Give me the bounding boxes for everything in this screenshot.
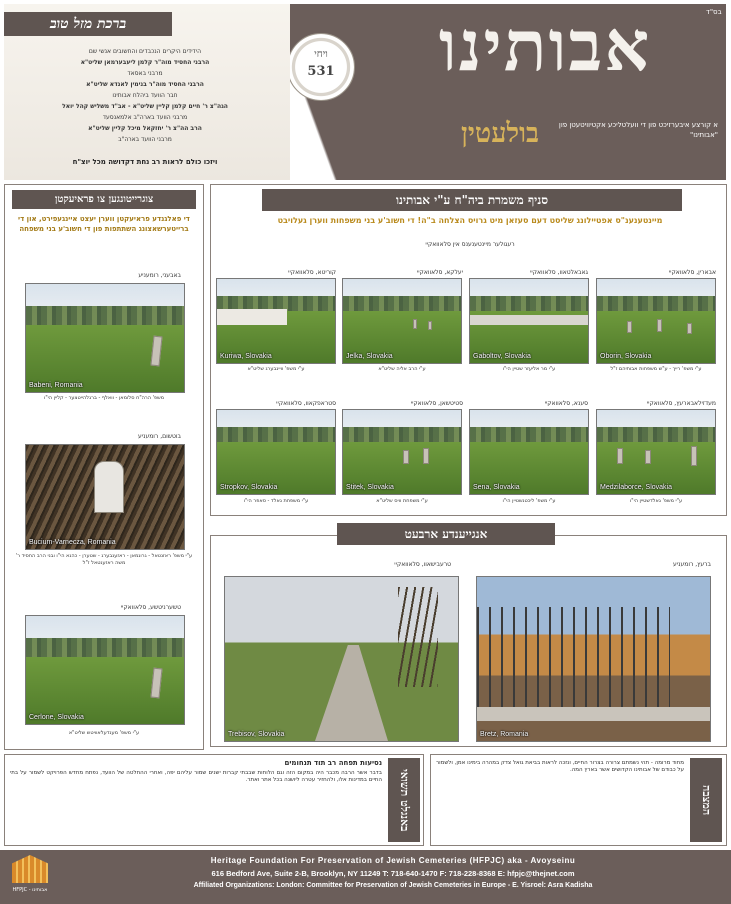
greeting-lines (20, 46, 270, 145)
photo-caption: Gaboltov, Slovakia (473, 353, 531, 360)
photo-caption: Sena, Slovakia (473, 484, 520, 491)
sidebar-title (12, 190, 196, 209)
photo-place: סענא, סלאוואקיי (544, 400, 588, 407)
photo-note: ע"י משפ' רייך - ע"ש משפחות אבותיהם ז"ל (610, 366, 702, 372)
branch-subtitle: מיינטענענ"ס אפטיילונג שליסט דעם סעזאן מיט גרויס הצלחה ב"ה! די חשוב'ע בני משפחות ווערן געלויבט (277, 216, 663, 225)
photo-caption: Stropkov, Slovakia (220, 484, 278, 491)
sidebar-note: משפ' הרה"ח סלומאן - וואלף - ברגלהייטצער - קליין הי"ו (43, 395, 165, 401)
footer-logo-text: HFPJC - אבותינו (12, 887, 48, 893)
sidebar-place: טשערניטשע, סלאוואקיי (120, 604, 181, 611)
greeting-title-text: ברכת מזל טוב (49, 16, 127, 32)
photo-note: ע"י משפחת וויס שליט"א (376, 498, 428, 504)
masthead-description: א קורצע איבערזיכט פון די וועלטליכע אקטיוויטעטן פון "אבותינו" (558, 121, 718, 139)
branch-photo (342, 409, 462, 495)
started-title (337, 523, 555, 545)
branch-photo (342, 278, 462, 364)
branch-note: רעגולער מיינטענענס אין סלאוואקיי (425, 241, 515, 248)
started-title-text: אנגייענדע ארבעט (404, 527, 488, 541)
photo-note: ע"י משפ' גאלדשטיין הי"ו (629, 498, 683, 504)
greeting-line: מרבני הוועד בארה"ב אלמאנסעד (102, 114, 188, 121)
photo-note: ע"י משפ' ליכטנשטיין הי"ו (502, 498, 556, 504)
footer-affiliates: Affiliated Organizations: London: Committee for Preservation of Jewish Cemeteries in Europe - E. Yisroel: Asra Kadisha (193, 882, 593, 889)
photo-caption: Kuriwa, Slovakia (220, 353, 272, 360)
issue-marker: בס"ד (706, 8, 722, 16)
photo-note: ע"י הרב אליה שליט"א (378, 366, 426, 372)
photo-place: קוריטא, סלאוואקיי (288, 269, 336, 276)
branch-title (262, 189, 682, 211)
masthead-subtitle: בולעטין (460, 118, 540, 149)
sidebar-note: ע"י משפ' ראזנטאל - גרונמאן - ראזענבערג - שטערן - כהנא הי"ו ובני הרב החסיד ר' משה ראזענטאל ז"ל (15, 553, 193, 566)
branch-photo (216, 409, 336, 495)
seal-number: 531 (307, 64, 335, 79)
photo-caption: Trebisov, Slovakia (228, 731, 285, 738)
started-photo (224, 576, 459, 742)
footer-address: 616 Bedford Ave, Suite 2-B, Brooklyn, NY 11249 T: 718-640-1470 F: 718-228-8368 E: hfpjc@thejnet.com (211, 869, 575, 878)
sidebar-photo (25, 615, 185, 725)
sidebar-place: בוטשום, רומעניע (137, 433, 181, 440)
branch-photo (596, 278, 716, 364)
sidebar-title-text: צוגרייטונגען צו פראיעקטן (54, 194, 154, 205)
bottom-left-panel (4, 754, 424, 846)
photo-place: אבארין, סלאוואקיי (668, 269, 716, 276)
masthead-title: אבותינו (438, 4, 652, 87)
branch-photo (216, 278, 336, 364)
footer-logo (6, 853, 54, 901)
photo-place: טרעבישאוו, סלאוואקיי (394, 561, 451, 568)
photo-place: סטראפקאוו, סלאוואקיי (276, 400, 336, 407)
bottom-left-tab (388, 758, 420, 842)
sidebar-intro: די פאלגנדע פראיעקטן ווערן יעצט איינגעפירט, און די ברייטערשאצונג השתתפות פון די חשוב'ע בני משפחה (18, 215, 190, 233)
greeting-title (4, 12, 172, 36)
greeting-line: מרבני באסאד (127, 70, 163, 77)
photo-note: ע"י מר אליעזר שטיין הי"ו (502, 366, 556, 372)
photo-caption: Jelka, Slovakia (346, 353, 393, 360)
photo-note: ע"י משפחת גאלד - סאפר הי"ו (243, 498, 309, 504)
sidebar-place: באבעני, רומעניע (138, 272, 181, 279)
sidebar-photo (25, 444, 185, 550)
greeting-line: מרבני הוועד בארה"ב (118, 136, 172, 143)
greeting-line: הגה"צ ר' חיים קלמן קליין שליט"א - אב"ד משליש קהל יואל (62, 103, 228, 110)
branch-photo (469, 278, 589, 364)
photo-caption: Bretz, Romania (480, 731, 529, 738)
photo-note: ע"י משפ' וויינבערג שליט"א (247, 366, 305, 372)
started-photo (476, 576, 711, 742)
bottom-right-tab (690, 758, 722, 842)
branch-title-text: סניף משמרת ביה"ח ע"י אבותינו (395, 193, 549, 207)
greeting-line: הידידים היקרים הנכבדים והחשובים אנשי שם (88, 48, 202, 55)
bottom-left-tab-text: באנגלט תשואי (398, 768, 411, 832)
bottom-right-tab-text: המצבה (700, 784, 713, 816)
bottom-left-text: בדבר אשר הרבה מכבר היה במקום הזה וגם הלוחות שבבתי קברות ישנים שמור עליהם יפה, ואחרי ההחלטה של הוועד, נפתח מחדש הפרויקט לשמור על בתי החיים במדינות אלו, ולהחזיר עטרה ליושנה בכל אתר ואתר. (10, 770, 382, 783)
bottom-right-text: מחוד מרומה - תהי נשמתם צרורה בצרור החיים, ונזכה לראות בביאת גואל צדק במהרה בימינו אמן, ולשמור על כבודם של אבותינו הקדושים אשר בארץ המה. (436, 760, 684, 773)
seal (287, 33, 355, 101)
greeting-line: חבר הוועד ביהלח אבותינו (112, 92, 178, 99)
photo-caption: Babeni, Romania (29, 382, 83, 389)
photo-place: יעלקא, סלאוואקיי (416, 269, 463, 276)
photo-caption: Medzilaborce, Slovakia (600, 484, 672, 491)
greeting-line: הרב הה"צ ר' יחזקאל מיכל קליין שליט"א (88, 125, 202, 132)
branch-photo (469, 409, 589, 495)
photo-place: גאבאלטאוו, סלאוואקיי (530, 269, 588, 276)
seal-text: ויחי (314, 49, 328, 60)
footer-org: Heritage Foundation For Preservation of Jewish Cemeteries (HFPJC) aka - Avoyseinu (210, 856, 576, 865)
sidebar-photo (25, 283, 185, 393)
greeting-closing: ויזכו כולם לראות רב נחת דקדושה מכל יוצ"ח (72, 158, 218, 166)
building-icon (12, 855, 48, 883)
photo-place: סטיטשאן, סלאוואקיי (410, 400, 463, 407)
photo-caption: Bucium-Varnecza, Romania (29, 539, 116, 546)
photo-caption: Oborin, Slovakia (600, 353, 652, 360)
photo-place: ברעץ, רומעניע (672, 561, 711, 568)
bottom-left-title: נסיעות תפחה רב תוד תנחומים (284, 759, 382, 767)
greeting-line: הרבני החסיד מוה"ר בנימין לאנדא שליט"א (86, 81, 204, 88)
photo-place: מעדזילאבארעץ, סלאוואקיי (646, 400, 716, 407)
branch-photo (596, 409, 716, 495)
photo-caption: Stitek, Slovakia (346, 484, 394, 491)
photo-caption: Cerlone, Slovakia (29, 714, 84, 721)
greeting-line: הרבני החסיד מוה"ר קלמן ליעבערמאן שליט"א (80, 59, 210, 66)
sidebar-note: ע"י משפ' מענדעלאוויטש שליט"א (68, 730, 140, 736)
